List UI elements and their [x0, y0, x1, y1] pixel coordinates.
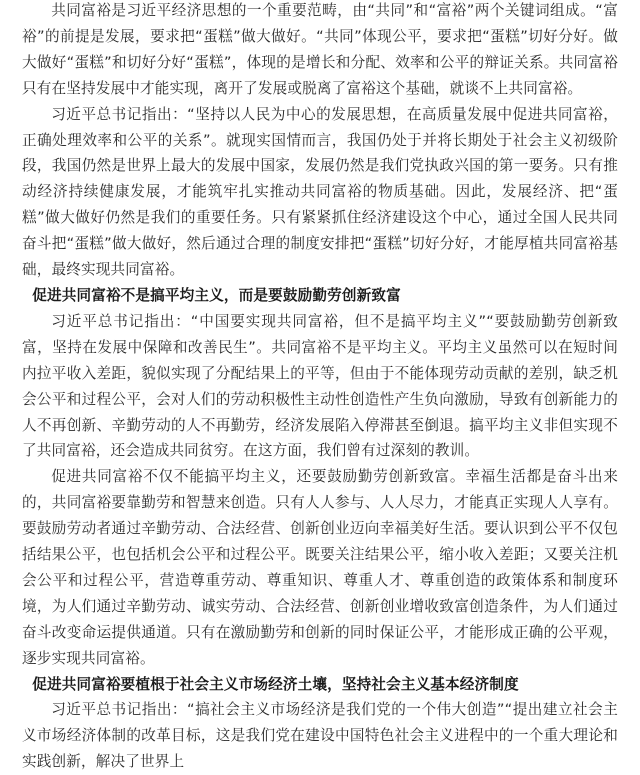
paragraph-encourage-hard-work-innovation: 促进共同富裕不仅不能搞平均主义，还要鼓励勤劳创新致富。幸福生活都是奋斗出来的，共同富裕要靠勤劳和智慧来创造。只有人人参与、人人尽力，才能真正实现人人享有。要鼓励劳动者通过辛勤劳动、合法经营、创新创业迈向幸福美好生活。要认识到公平不仅包括结果公平，也包括机会公平和过程公平。既要关注结果公平，缩小收入差距；又要关注机会公平和过程公平，营造尊重劳动、尊重知识、尊重人才、尊重创造的政策体系和制度环境，为人们通过辛勤劳动、诚实劳动、合法经营、创新创业增收致富创造条件，为人们通过奋斗改变命运提供通道。只有在激励勤劳和创新的同时保证公平，才能形成正确的公平观，逐步实现共同富裕。	[22, 468, 618, 667]
section-heading-socialist-market-economy: 促进共同富裕要植根于社会主义市场经济土壤，坚持社会主义基本经济制度	[32, 675, 519, 693]
article-page	[22, 0, 618, 775]
paragraph-common-prosperity-definition: 共同富裕是习近平经济思想的一个重要范畴，由“共同”和“富裕”两个关键词组成。“富裕”的前提是发展，要求把“蛋糕”做大做好。“共同”体现公平，要求把“蛋糕”切好分好。做大做好“蛋糕”和切好分好“蛋糕”，体现的是增长和分配、效率和公平的辩证关系。共同富裕只有在坚持发展中才能实现，离开了发展或脱离了富裕这个基础，就谈不上共同富裕。	[22, 2, 618, 97]
paragraph-not-egalitarianism: 习近平总书记指出：“中国要实现共同富裕，但不是搞平均主义”“要鼓励勤劳创新致富，坚持在发展中保障和改善民生”。共同富裕不是平均主义。平均主义虽然可以在短时间内拉平收入差距，貌似实现了分配结果上的平等，但由于不能体现劳动贡献的差别，缺乏机会公平和过程公平，会对人们的劳动积极性主动性创造性产生负向激励，导致有创新能力的人不再创新、辛勤劳动的人不再勤劳，经济发展陷入停滞甚至倒退。搞平均主义非但实现不了共同富裕，还会造成共同贫穷。在这方面，我们曾有过深刻的教训。	[22, 312, 618, 460]
paragraph-people-centered-development: 习近平总书记指出：“坚持以人民为中心的发展思想，在高质量发展中促进共同富裕，正确处理效率和公平的关系”。就现实国情而言，我国仍处于并将长期处于社会主义初级阶段，我国仍然是世界上最大的发展中国家，发展仍然是我们党执政兴国的第一要务。只有推动经济持续健康发展，才能筑牢扎实推动共同富裕的物质基础。因此，发展经济、把“蛋糕”做大做好仍然是我们的重要任务。只有紧紧抓住经济建设这个中心，通过全国人民共同奋斗把“蛋糕”做大做好，然后通过合理的制度安排把“蛋糕”切好分好，才能厚植共同富裕基础，最终实现共同富裕。	[22, 105, 618, 279]
paragraph-socialist-market-economy: 习近平总书记指出：“搞社会主义市场经济是我们党的一个伟大创造”“提出建立社会主义市场经济体制的改革目标，这是我们党在建设中国特色社会主义进程中的一个重大理论和实践创新，解决了世界上	[22, 701, 618, 771]
section-heading-not-egalitarianism: 促进共同富裕不是搞平均主义，而是要鼓励勤劳创新致富	[32, 286, 401, 304]
